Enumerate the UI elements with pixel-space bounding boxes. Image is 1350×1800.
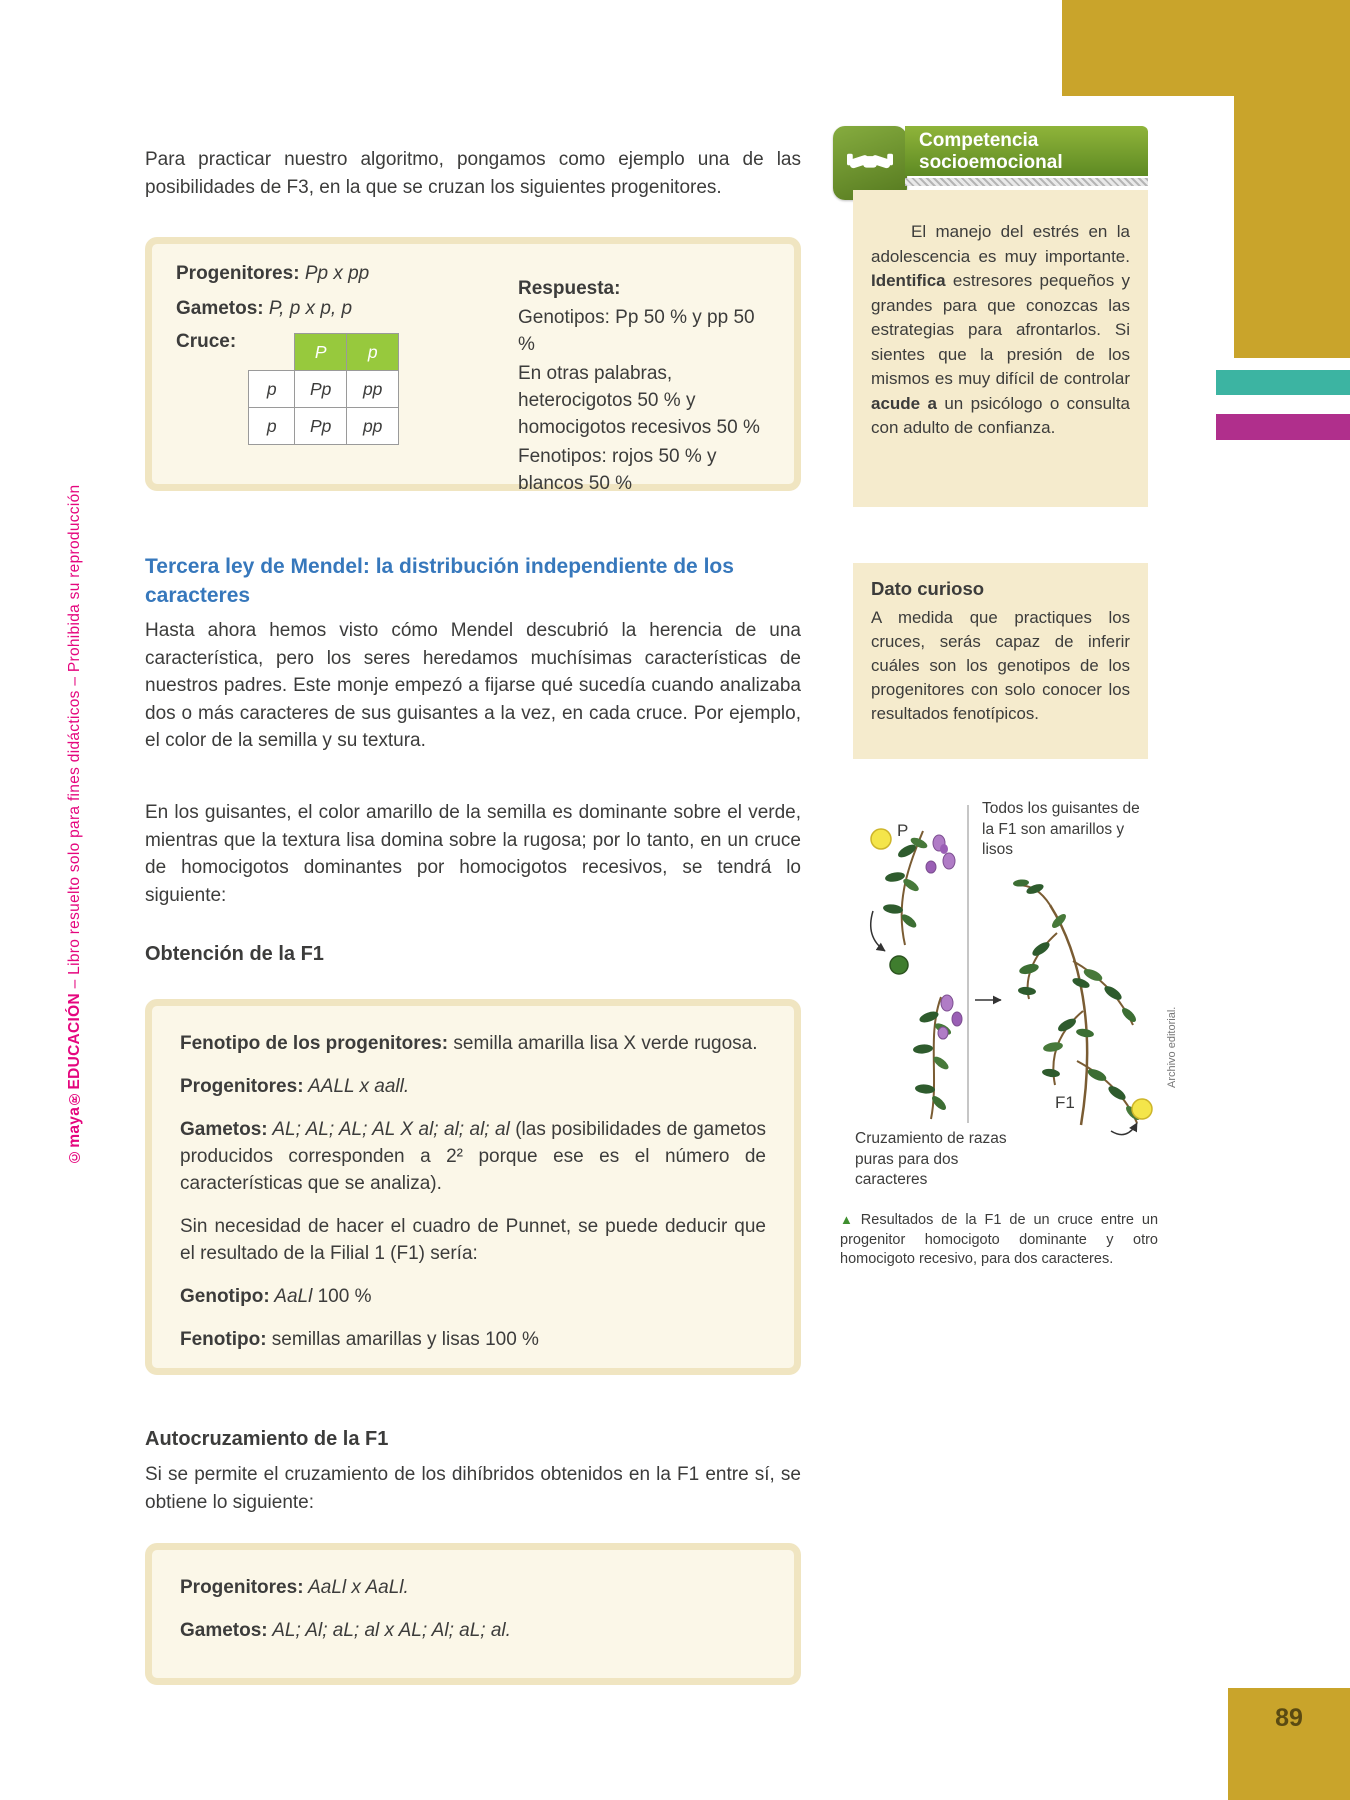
- progenitores-row: [176, 261, 502, 287]
- autocross-line-italic: AaLl x AaLl.: [303, 1577, 409, 1598]
- respuesta-line: Fenotipos: rojos 50 % y blancos 50 %: [518, 446, 717, 494]
- respuesta-column: [518, 261, 770, 499]
- handshake-icon: [833, 126, 907, 200]
- hatch-strip: [905, 178, 1148, 186]
- section-paragraph-1: Hasta ahora hemos visto cómo Mendel descubrió la herencia de una característica, pero los seres heredamos muchísimas características de nuestros padres. Este monje empezó a fijarse qué sucedía cuando analizaba dos o más caracteres de sus guisantes a la vez, en cada cruce. Por ejemplo, el color de la semilla y su textura.: [145, 620, 801, 751]
- f1-line-rest: semilla amarilla lisa X verde rugosa.: [448, 1033, 758, 1054]
- f1-line-rest: (las posibilidades de gametos producidos corresponden a 2² porque ese es el número de características que se analiza).: [180, 1119, 766, 1194]
- respuesta-title: Respuesta:: [518, 278, 621, 299]
- f1-line-label: Progenitores:: [180, 1076, 304, 1097]
- f1-heading: Obtención de la F1: [145, 943, 324, 965]
- cross-example-box: [145, 237, 801, 494]
- punnett-row-header: p: [249, 371, 295, 408]
- punnett-col-header: P: [295, 334, 347, 371]
- punnett-row-header: p: [249, 408, 295, 445]
- dato-curioso-body: A medida que practiques los cruces, serás capaz de inferir cuáles son los genotipos de los progenitores con solo conocer los resultados fenotípicos.: [871, 608, 1130, 723]
- f1-line-italic: AaLl: [269, 1286, 313, 1307]
- cruce-row: [176, 331, 502, 445]
- figure-annotation: Todos los guisantes de la F1 son amarillos y lisos: [982, 800, 1140, 858]
- f1-line-label: Fenotipo de los progenitores:: [180, 1033, 449, 1054]
- punnett-cell: Pp: [295, 371, 347, 408]
- f1-line-rest: semillas amarillas y lisas 100 %: [266, 1329, 539, 1350]
- teal-accent-bar: [1216, 370, 1350, 395]
- autocross-line-label: Progenitores:: [180, 1577, 304, 1598]
- punnett-cell: pp: [347, 371, 399, 408]
- figure-caption: [840, 1210, 1158, 1270]
- publisher-brand: ©maya®EDUCACIÓN: [66, 992, 83, 1165]
- figure-caption-text: Resultados de la F1 de un cruce entre un progenitor homocigoto dominante y otro homocigoto recesivo, para dos caracteres.: [840, 1212, 1159, 1267]
- autocross-paragraph: Si se permite el cruzamiento de los dihíbridos obtenidos en la F1 entre sí, se obtiene lo siguiente:: [145, 1464, 801, 1513]
- autocross-line-italic: AL; Al; aL; al x AL; Al; aL; al.: [267, 1620, 511, 1641]
- f1-line: [180, 1116, 766, 1197]
- competencia-bold: Identifica: [871, 271, 946, 290]
- f1-line-rest: Sin necesidad de hacer el cuadro de Punnet, se puede deducir que el resultado de la Filial 1 (F1) sería:: [180, 1216, 766, 1264]
- section-paragraph-2: En los guisantes, el color amarillo de la semilla es dominante sobre el verde, mientras que la textura lisa domina sobre la rugosa; por lo tanto, en un cruce de homocigotos dominantes por homocigotos recesivos, se tendrá lo siguiente:: [145, 802, 801, 906]
- p-generation-label: P: [897, 821, 909, 840]
- competencia-title-line2: socioemocional: [919, 152, 1063, 173]
- handshake-glyph: [847, 140, 893, 186]
- copyright-text: – Libro resuelto solo para fines didácticos – Prohibida su reproducción: [66, 484, 83, 993]
- figure-inside-caption: Cruzamiento de razas puras para dos caracteres: [855, 1130, 1007, 1188]
- f1-line-label: Gametos:: [180, 1119, 268, 1140]
- punnett-cell: Pp: [295, 408, 347, 445]
- autocross-line-label: Gametos:: [180, 1620, 268, 1641]
- competencia-body: [853, 190, 1148, 507]
- f1-line: [180, 1326, 766, 1353]
- punnett-cell: pp: [347, 408, 399, 445]
- caption-triangle-icon: ▲: [840, 1212, 857, 1227]
- f1-line-label: Genotipo:: [180, 1286, 270, 1307]
- gold-side-bar: [1234, 0, 1350, 358]
- f1-box: [145, 999, 801, 1375]
- progenitores-value: Pp x pp: [304, 263, 370, 284]
- autocross-line: [180, 1617, 766, 1644]
- section-heading: Tercera ley de Mendel: la distribución independiente de los caracteres: [145, 555, 734, 607]
- gametos-label: Gametos:: [176, 298, 264, 319]
- autocross-line: [180, 1574, 766, 1601]
- gametos-row: [176, 296, 502, 322]
- punnett-square: [248, 333, 399, 445]
- f1-line: [180, 1073, 766, 1100]
- punnett-corner: [249, 334, 295, 371]
- figure-credit: Archivo editorial.: [1166, 1006, 1178, 1088]
- f1-line-label: Fenotipo:: [180, 1329, 267, 1350]
- cruce-label: Cruce:: [176, 331, 237, 352]
- competencia-text: [871, 220, 1130, 441]
- competencia-title: [905, 126, 1148, 176]
- gametos-value: P, p x p, p: [268, 298, 353, 319]
- magenta-accent-bar: [1216, 414, 1350, 440]
- autocross-heading: Autocruzamiento de la F1: [145, 1428, 389, 1450]
- competencia-seg: El manejo del estrés en la adolescencia es muy importante.: [871, 222, 1130, 266]
- progenitores-label: Progenitores:: [176, 263, 300, 284]
- f1-generation-label: F1: [1055, 1093, 1075, 1112]
- f1-line-italic: AL; AL; AL; AL X al; al; al; al: [267, 1119, 510, 1140]
- competencia-seg: un psicólogo o consulta con adulto de confianza.: [871, 393, 1130, 437]
- f1-line-rest: 100 %: [312, 1286, 372, 1307]
- f1-line: [180, 1030, 766, 1057]
- respuesta-line: En otras palabras, heterocigotos 50 % y homocigotos recesivos 50 %: [518, 363, 760, 438]
- dato-curioso-box: [853, 563, 1148, 759]
- cross-left-column: [176, 261, 502, 499]
- pea-cross-figure: [845, 793, 1170, 1198]
- competencia-title-line1: Competencia: [919, 130, 1039, 151]
- page-number-bar: [1228, 1688, 1350, 1800]
- intro-paragraph: Para practicar nuestro algoritmo, pongamos como ejemplo una de las posibilidades de F3, en la que se cruzan los siguientes progenitores.: [145, 149, 801, 198]
- competencia-seg: estresores pequeños y grandes para que conozcas las estrategias para afrontarlos. Si sientes que la presión de los mismos es muy difícil de controlar: [871, 271, 1130, 388]
- punnett-col-header: p: [347, 334, 399, 371]
- dato-curioso-title: Dato curioso: [871, 578, 985, 599]
- page-number: 89: [1275, 1704, 1303, 1732]
- f1-line-italic: AALL x aall.: [303, 1076, 410, 1097]
- respuesta-line: Genotipos: Pp 50 % y pp 50 %: [518, 307, 755, 355]
- f1-line: [180, 1213, 766, 1267]
- competencia-bold: acude a: [871, 393, 937, 413]
- copyright-sidebar: [66, 420, 84, 1165]
- autocross-box: [145, 1543, 801, 1685]
- f1-line: [180, 1283, 766, 1310]
